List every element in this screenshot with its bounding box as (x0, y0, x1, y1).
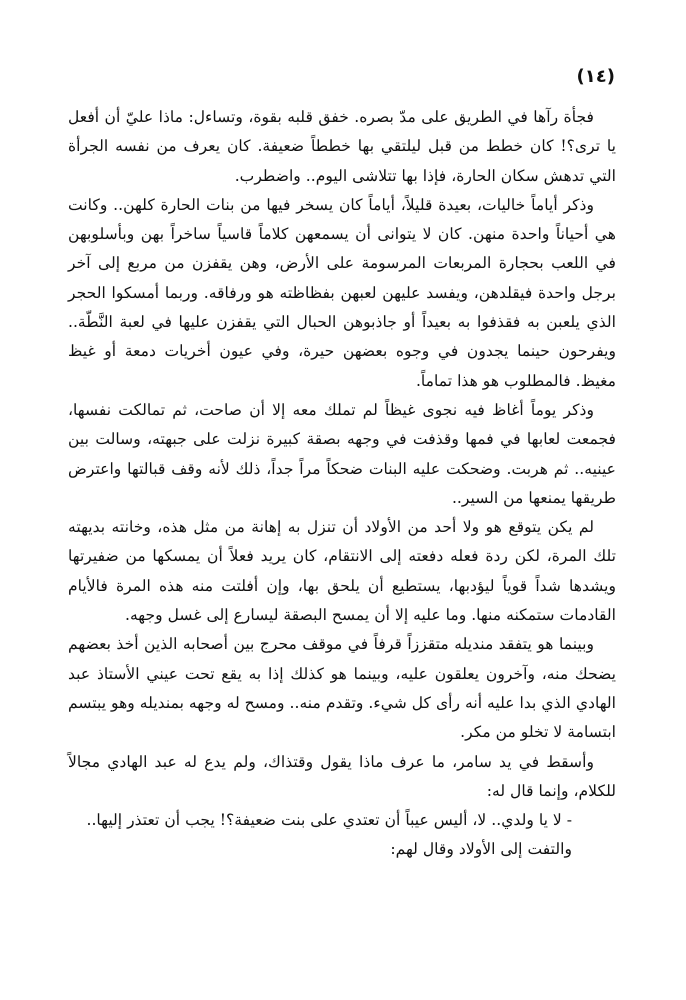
paragraph: وأسقط في يد سامر، ما عرف ماذا يقول وقتذاك، ولم يدع له عبد الهادي مجالاً للكلام، وإنما قال له: (68, 752, 616, 800)
paragraph: وذكر أياماً خاليات، بعيدة قليلاً، أياماً كان يسخر فيها من بنات الحارة كلهن.. وكانت هي أحياناً واحدة منهن. كان لا يتوانى أن يسمعهن كلاماً قاسياً ساخراً بهن وبأسلوبهن في اللعب بحجارة المربعات المرسومة على الأرض، وهن يقفزن من مربع إلى آخر برجل واحدة فيقلدهن، ويفسد عليهن لعبهن بفظاظته هو ورفاقه. وربما أمسكوا الحجر الذي يلعبن به فقذفوا به بعيداً أو جاذبوهن الحبال التي يقفزن عليها في لعبة النَّطّة.. ويفرحون حينما يجدون في وجوه بعضهن حيرة، وفي عيون أخريات دمعة أو غيظ مغيظ. فالمطلوب هو هذا تماماً. (68, 195, 616, 390)
paragraph: لم يكن يتوقع هو ولا أحد من الأولاد أن تنزل به إهانة من مثل هذه، وخانته بديهته تلك المرة، لكن ردة فعله دفعته إلى الانتقام، كان يريد فعلاً أن يمسكها من ضفيرتها ويشدها شداً قوياً ليؤدبها، يستطيع أن يلحق بها، وإن أفلتت منه هذه المرة فالأيام القادمات ستمكنه منها. وما عليه إلا أن يمسح البصقة ليسارع إلى غسل وجهه. (68, 518, 616, 625)
paragraph: وبينما هو يتفقد منديله متقززاً قرفاً في موقف محرج بين أصحابه الذين أخذ بعضهم يضحك منه، وآخرون يعلقون عليه، وبينما هو كذلك إذا به يقع تحت عيني الأستاذ عبد الهادي الذي بدا عليه أنه رأى كل شيء. وتقدم منه.. ومسح له وجهه بمنديله وهو يبتسم ابتسامة لا تخلو من مكر. (68, 635, 616, 742)
page-body-text (68, 103, 616, 865)
page-number: (١٤) (576, 66, 615, 87)
dialogue-line: - لا يا ولدي.. لا، أليس عيباً أن تعتدي على بنت ضعيفة؟! يجب أن تعتذر إليها.. (86, 811, 572, 830)
paragraph: فجأة رآها في الطريق على مدّ بصره. خفق قلبه بقوة، وتساءل: ماذا عليّ أن أفعل يا ترى؟! كان خطط من قبل ليلتقي بها خططاً ضعيفة. كان يعرف من نفسه الجرأة التي تدهش سكان الحارة، فإذا بها تتلاشى اليوم.. واضطرب. (68, 108, 616, 185)
paragraph: والتفت إلى الأولاد وقال لهم: (390, 840, 572, 859)
paragraph: وذكر يوماً أغاظ فيه نجوى غيظاً لم تملك معه إلا أن صاحت، ثم تمالكت نفسها، فجمعت لعابها في فمها وقذفت في وجهه بصقة كبيرة نزلت على جبهته، وسالت بين عينيه.. ثم هربت. وضحكت عليه البنات ضحكاً مراً جداً، ذلك لأنه وقف قبالتها واعترض طريقها يمنعها من السير.. (68, 400, 616, 507)
